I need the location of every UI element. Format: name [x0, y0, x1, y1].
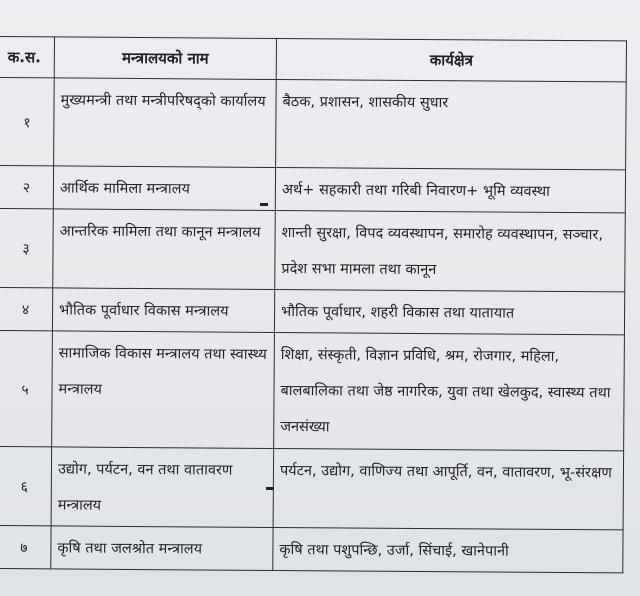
table-header-row	[0, 37, 626, 82]
row-serial: ५	[0, 330, 52, 446]
table-row	[0, 78, 626, 170]
row-ministry: सामाजिक विकास मन्त्रालय तथा स्वास्थ्य मन्त्रालय	[52, 331, 275, 449]
ink-mark	[260, 203, 268, 206]
row-serial: २	[0, 166, 54, 209]
header-serial: क.स.	[0, 37, 54, 78]
table-row	[0, 166, 626, 213]
header-jurisdiction: कार्यक्षेत्र	[276, 38, 626, 81]
row-jurisdiction: शान्ती सुरक्षा, विपद व्यवस्थापन, समारोह व्यवस्थापन, सञ्चार, प्रदेश सभा मामला तथा कानून	[275, 210, 626, 291]
table-row	[0, 330, 624, 450]
table-row	[0, 525, 623, 572]
row-serial: ४	[0, 287, 53, 330]
row-ministry: आन्तरिक मामिला तथा कानून मन्त्रालय	[53, 209, 276, 290]
row-jurisdiction: कृषि तथा पशुपन्छि, उर्जा, सिंचाई, खानेपानी	[273, 527, 623, 572]
header-ministry-name: मन्त्रालयको नाम	[54, 37, 276, 80]
table-row	[0, 446, 624, 529]
row-serial: ७	[0, 525, 51, 568]
row-ministry: आर्थिक मामिला मन्त्रालय	[53, 166, 275, 211]
row-jurisdiction: अर्थ+ सहकारी तथा गरिबी निवारण+ भूमि व्यवस्था	[275, 167, 625, 212]
row-ministry: भौतिक पूर्वाधार विकास मन्त्रालय	[52, 288, 274, 333]
row-serial: ६	[0, 446, 52, 525]
row-serial: ३	[0, 208, 53, 287]
row-ministry: उद्योग, पर्यटन, वन तथा वातावरण मन्त्रालय	[51, 447, 274, 528]
row-jurisdiction: पर्यटन, उद्योग, वाणिज्य तथा आपूर्ति, वन, वातावरण, भू-संरक्षण	[273, 448, 624, 529]
table-row	[0, 287, 625, 334]
row-jurisdiction: शिक्षा, संस्कृती, विज्ञान प्रविधि, श्रम, रोजगार, महिला, बालबालिका तथा जेष्ठ नागरिक, युवा तथा खेलकुद, स्वास्थ्य तथा जनसंख्या	[274, 332, 625, 450]
table-row	[0, 208, 625, 291]
ministry-table	[0, 36, 627, 573]
ink-mark	[266, 487, 274, 490]
row-jurisdiction: भौतिक पूर्वाधार, शहरी विकास तथा यातायात	[274, 289, 624, 334]
row-ministry: कृषि तथा जलश्रोत मन्त्रालय	[51, 526, 273, 571]
row-serial: १	[0, 78, 54, 166]
row-ministry: मुख्यमन्त्री तथा मन्त्रीपरिषद्को कार्यालय	[54, 78, 277, 168]
row-jurisdiction: बैठक, प्रशासन, शासकीय सुधार	[276, 79, 627, 169]
